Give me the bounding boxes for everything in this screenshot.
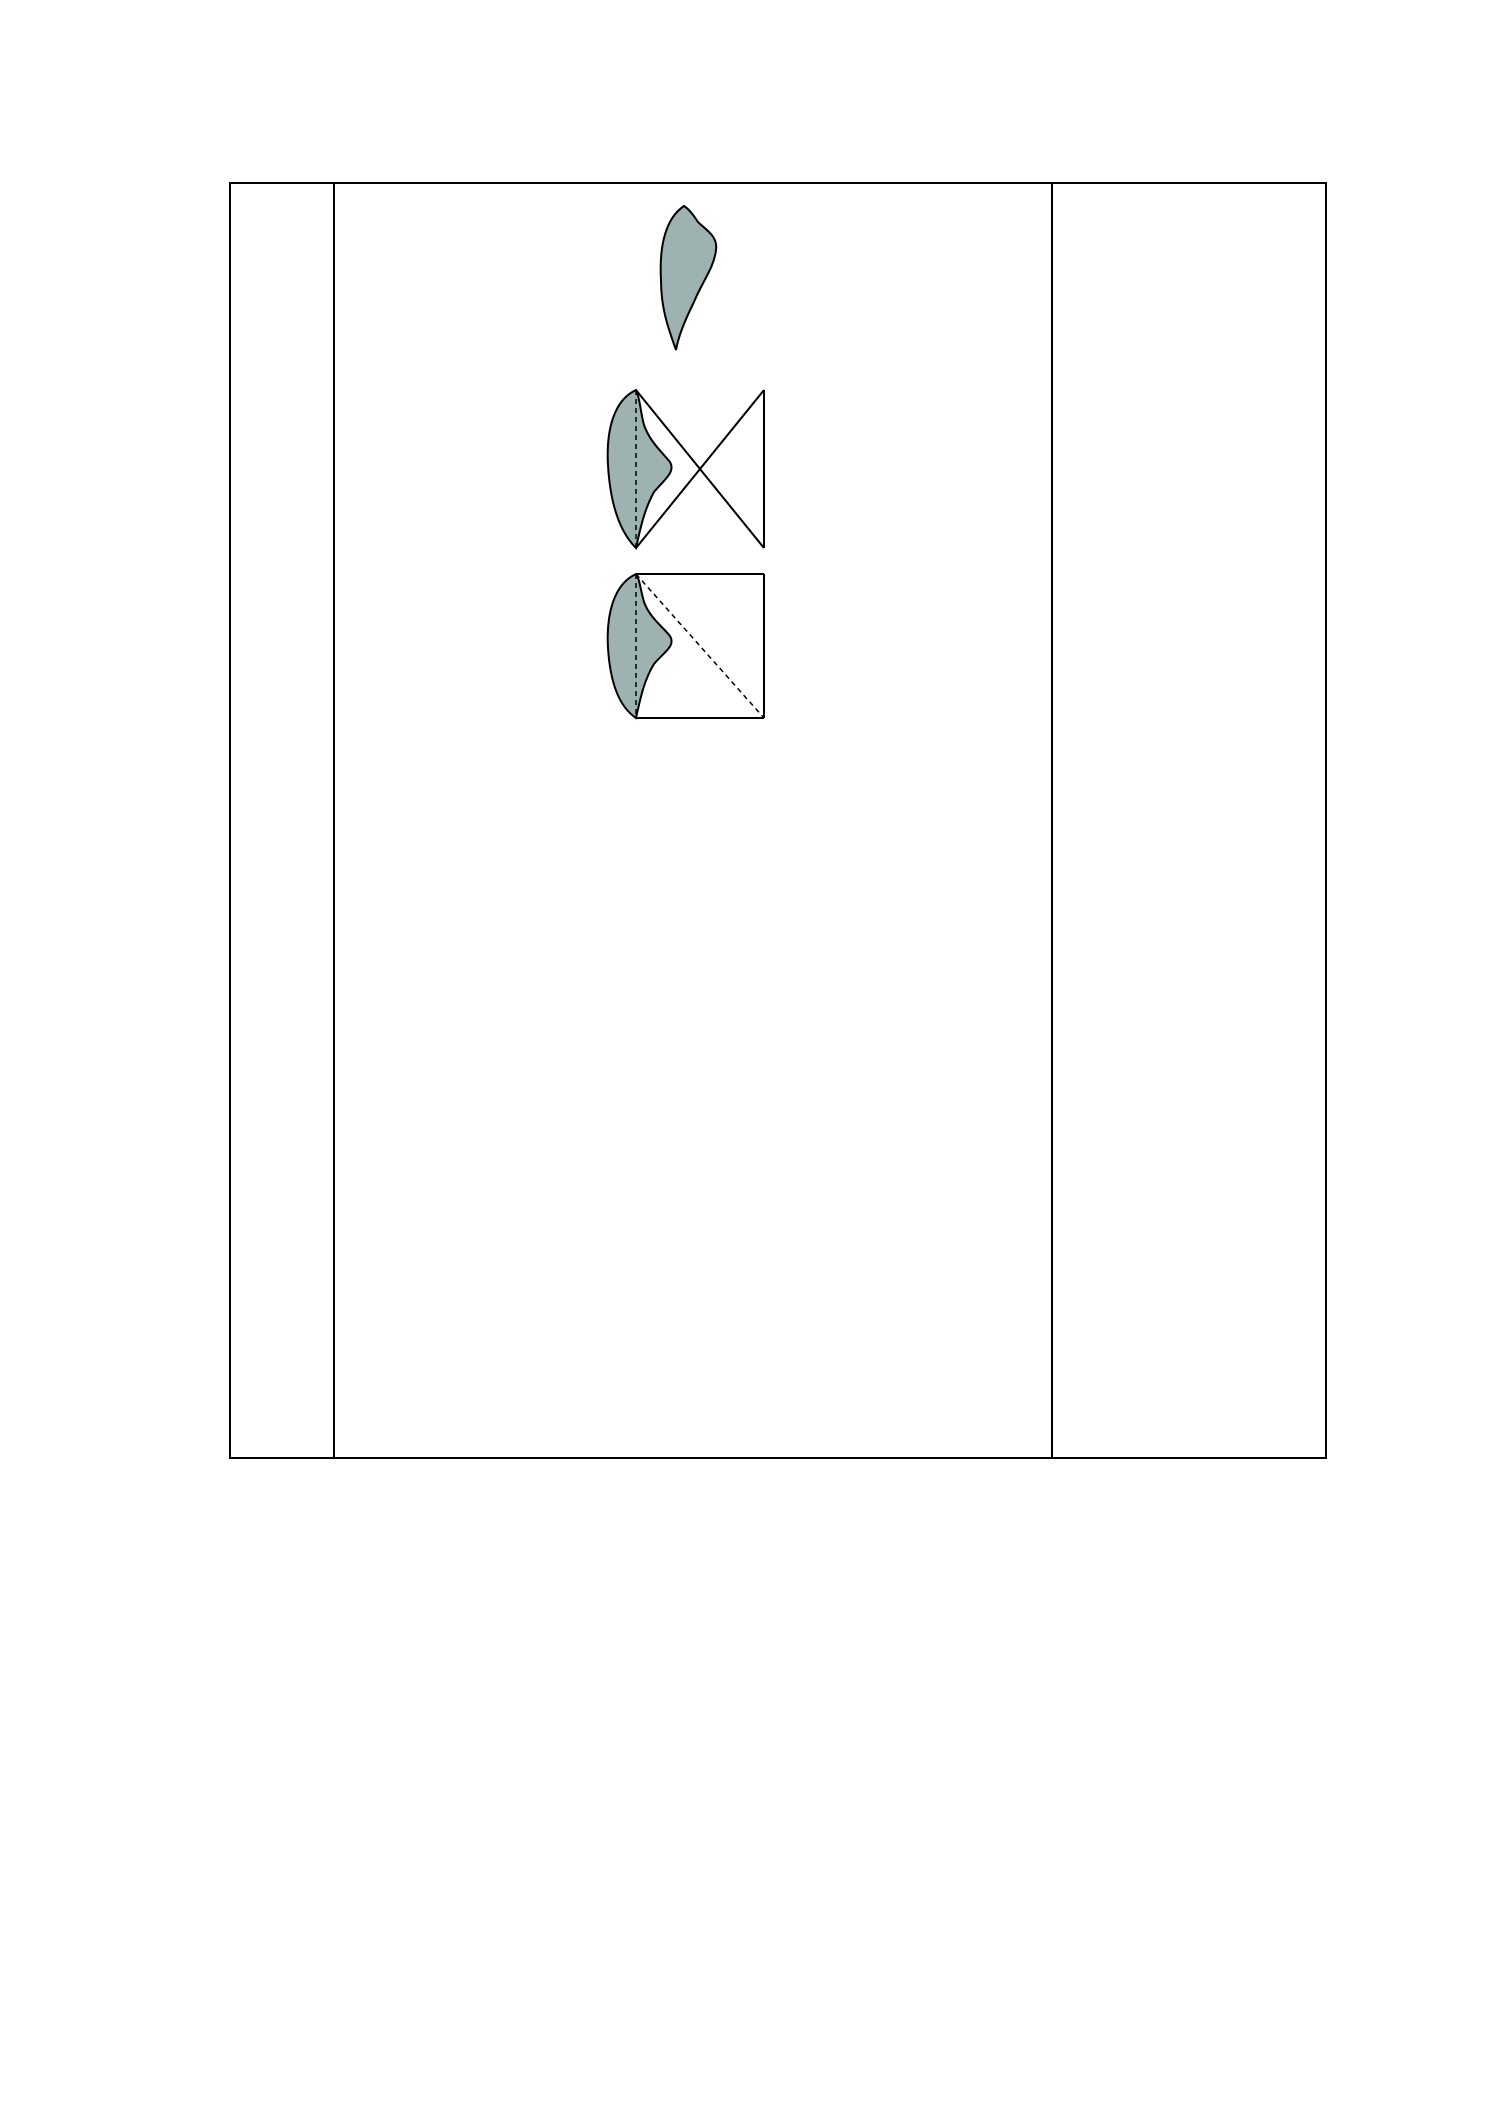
pond-shape [661, 206, 717, 350]
pond-shape [608, 574, 672, 718]
pond-figure-1 [614, 190, 774, 370]
activity-label-cell [230, 183, 334, 1458]
main-content-cell [334, 183, 1052, 1458]
content-table [229, 182, 1327, 1459]
teaching-note-cell [1052, 183, 1326, 1458]
pond-shape [608, 390, 672, 548]
pond-figure-2 [564, 370, 824, 560]
pond-figure-3 [564, 560, 824, 730]
